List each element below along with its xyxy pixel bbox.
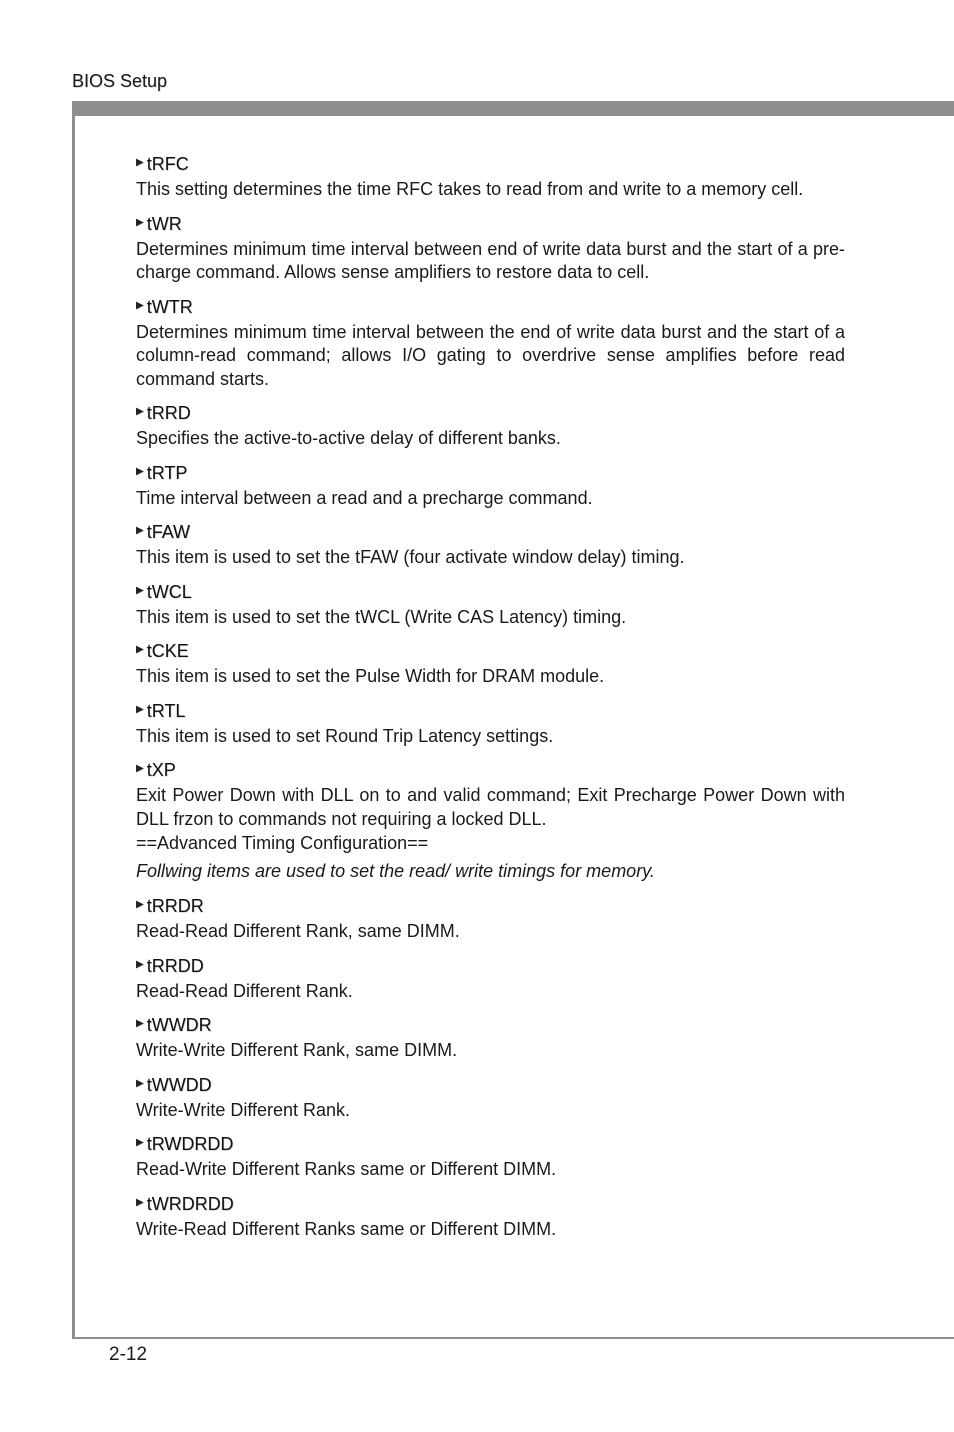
- item-txp: [136, 758, 845, 831]
- item-trtl: [136, 699, 845, 749]
- right-triangle-icon: ▶: [136, 899, 144, 910]
- right-triangle-icon: ▶: [136, 525, 144, 536]
- item-title: ▶ tRFC: [136, 152, 845, 176]
- item-title: ▶ tRTP: [136, 461, 845, 485]
- header-bar: [72, 101, 954, 116]
- item-description: Time interval between a read and a precharge command.: [136, 487, 593, 508]
- right-triangle-icon: ▶: [136, 958, 144, 970]
- item-description: Write-Write Different Rank.: [136, 1099, 351, 1120]
- item-title: ▶ tWTR: [136, 295, 845, 319]
- item-description: Determines minimum time interval between the end of write data burst and the start of a column-read command; allows I/O gating to overdrive sense amplifies before read command starts.: [136, 321, 845, 389]
- item-twtr: [136, 295, 845, 392]
- right-triangle-icon: ▶: [136, 299, 144, 311]
- item-title: ▶ tRTL: [136, 699, 845, 723]
- page-header: BIOS Setup: [72, 71, 168, 91]
- item-description: This setting determines the time RFC takes to read from and write to a memory cell.: [136, 179, 804, 199]
- item-trrd: [136, 401, 845, 451]
- item-twrdrdd: [136, 1192, 845, 1242]
- right-triangle-icon: ▶: [136, 406, 144, 417]
- item-title: ▶ tRRD: [136, 401, 845, 425]
- right-triangle-icon: ▶: [136, 644, 144, 655]
- item-description: Read-Read Different Rank.: [136, 980, 353, 1001]
- item-title: ▶ tRRDR: [136, 894, 845, 918]
- item-description: Determines minimum time interval between end of write data burst and the start of a pre-charge command. Allows sense amplifiers to restore data to cell.: [136, 238, 845, 282]
- item-description: This item is used to set the tFAW (four activate window delay) timing.: [136, 547, 685, 567]
- item-title: ▶ tWR: [136, 212, 845, 236]
- item-trrdr: [136, 894, 845, 944]
- section-heading: ==Advanced Timing Configuration==: [136, 833, 429, 853]
- item-trwdrdd: [136, 1132, 845, 1182]
- item-description: Write-Write Different Rank, same DIMM.: [136, 1040, 458, 1060]
- page-content: [136, 152, 845, 1251]
- item-tcke: [136, 639, 845, 689]
- item-trfc: [136, 152, 845, 202]
- page-number: 2-12: [109, 1344, 148, 1365]
- right-triangle-icon: ▶: [136, 157, 144, 168]
- item-description: Read-Read Different Rank, same DIMM.: [136, 921, 460, 941]
- section-note: Follwing items are used to set the read/ write timings for memory.: [136, 861, 655, 881]
- right-triangle-icon: ▶: [136, 1018, 144, 1029]
- item-title: ▶ tFAW: [136, 520, 845, 544]
- item-tfaw: [136, 520, 845, 570]
- item-description: Exit Power Down with DLL on to and valid command; Exit Precharge Power Down with DLL frzon to commands not requiring a locked DLL.: [136, 785, 845, 829]
- item-title: ▶ tXP: [136, 758, 845, 782]
- item-description: Specifies the active-to-active delay of different banks.: [136, 428, 561, 448]
- left-border: [72, 101, 75, 1339]
- right-triangle-icon: ▶: [136, 216, 144, 228]
- item-title: ▶ tWRDRDD: [136, 1192, 845, 1216]
- right-triangle-icon: ▶: [136, 763, 144, 774]
- item-trrdd: [136, 954, 845, 1004]
- item-title: ▶ tWCL: [136, 580, 845, 604]
- item-description: Write-Read Different Ranks same or Different DIMM.: [136, 1218, 557, 1239]
- item-title: ▶ tRWDRDD: [136, 1132, 845, 1156]
- footer-rule: [72, 1337, 954, 1339]
- right-triangle-icon: ▶: [136, 703, 144, 715]
- item-title: ▶ tWWDR: [136, 1013, 845, 1037]
- item-description: Read-Write Different Ranks same or Different DIMM.: [136, 1159, 557, 1179]
- right-triangle-icon: ▶: [136, 1196, 144, 1208]
- item-title: ▶ tWWDD: [136, 1073, 845, 1097]
- right-triangle-icon: ▶: [136, 1077, 144, 1089]
- right-triangle-icon: ▶: [136, 465, 144, 477]
- item-twwdr: [136, 1013, 845, 1063]
- item-description: This item is used to set Round Trip Latency settings.: [136, 725, 554, 746]
- item-title: ▶ tRRDD: [136, 954, 845, 978]
- item-description: This item is used to set the Pulse Width for DRAM module.: [136, 666, 605, 686]
- item-description: This item is used to set the tWCL (Write CAS Latency) timing.: [136, 606, 627, 627]
- item-twr: [136, 212, 845, 285]
- item-twwdd: [136, 1073, 845, 1123]
- right-triangle-icon: ▶: [136, 584, 144, 596]
- item-title: ▶ tCKE: [136, 639, 845, 663]
- right-triangle-icon: ▶: [136, 1137, 144, 1148]
- item-twcl: [136, 580, 845, 630]
- item-trtp: [136, 461, 845, 511]
